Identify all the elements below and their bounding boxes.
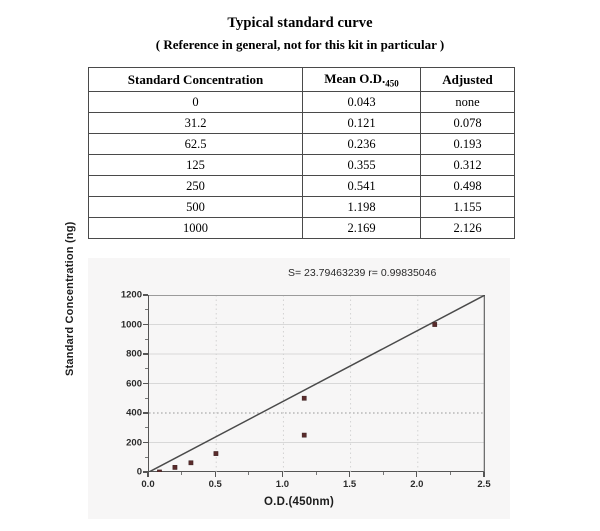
standard-curve-table-container <box>88 67 511 239</box>
column-header-mean-od <box>303 68 421 92</box>
cell-mean-od: 2.169 <box>303 218 421 239</box>
chart-data-point <box>214 451 218 455</box>
chart-y-tick-label: 400 <box>126 407 142 419</box>
cell-mean-od: 0.121 <box>303 113 421 134</box>
chart-plot-area <box>148 295 484 472</box>
table-header-row <box>89 68 515 92</box>
cell-mean-od: 0.355 <box>303 155 421 176</box>
cell-adjusted: 0.312 <box>421 155 515 176</box>
chart-y-tick-minor <box>145 427 148 428</box>
chart-x-tick-label: 1.5 <box>342 479 357 490</box>
chart-y-tick-label: 200 <box>126 437 142 448</box>
chart-data-point <box>302 396 306 400</box>
table-header <box>89 68 515 92</box>
cell-mean-od: 0.236 <box>303 134 421 155</box>
chart-x-tick-label: 2.5 <box>477 479 491 490</box>
chart-x-tick-mark <box>416 472 417 477</box>
chart-y-tick-label: 800 <box>126 348 142 360</box>
chart-y-tick-label: 1000 <box>120 319 142 330</box>
chart-y-axis-title: Standard Concentration (ng) <box>64 221 76 376</box>
chart-x-tick-minor <box>248 472 249 475</box>
chart-x-tick-minor <box>181 472 182 475</box>
chart-y-tick-label: 600 <box>126 378 142 389</box>
column-header-concentration: Standard Concentration <box>89 68 303 92</box>
cell-mean-od: 0.541 <box>303 176 421 197</box>
chart-x-tick-minor <box>383 472 384 475</box>
chart-y-tick-label: 1200 <box>120 289 142 301</box>
table-row <box>89 134 515 155</box>
cell-adjusted: 0.078 <box>421 113 515 134</box>
chart-x-tick-mark <box>483 472 484 477</box>
chart-x-tick-mark <box>147 472 148 477</box>
cell-concentration: 500 <box>89 197 303 218</box>
chart-data-point <box>173 465 177 469</box>
chart-x-tick-minor <box>316 472 317 475</box>
cell-concentration: 1000 <box>89 218 303 239</box>
chart-y-tick-mark <box>143 383 148 384</box>
cell-adjusted: 0.498 <box>421 176 515 197</box>
title-block <box>0 14 600 54</box>
chart-x-axis-title: O.D.(450nm) <box>264 496 334 508</box>
chart-y-tick-minor <box>145 398 148 399</box>
cell-adjusted: 2.126 <box>421 218 515 239</box>
table-row <box>89 92 515 113</box>
table-row <box>89 176 515 197</box>
column-header-adjusted: Adjusted <box>421 68 515 92</box>
table-row <box>89 155 515 176</box>
chart-y-tick-minor <box>145 309 148 310</box>
table-row <box>89 197 515 218</box>
chart-plot-svg <box>149 295 485 472</box>
chart-y-tick-mark <box>143 353 148 354</box>
column-header-mean-od-subscript: 450 <box>385 78 399 89</box>
cell-adjusted: none <box>421 92 515 113</box>
chart-x-tick-label: 0.5 <box>208 479 222 490</box>
chart-x-tick-label: 0.0 <box>141 479 155 490</box>
column-header-mean-od-text: Mean O.D. <box>324 70 386 86</box>
cell-adjusted: 0.193 <box>421 134 515 155</box>
chart-x-tick-label: 1.0 <box>275 479 289 490</box>
cell-concentration: 250 <box>89 176 303 197</box>
chart-y-tick-mark <box>143 324 148 325</box>
chart-y-tick-minor <box>145 339 148 340</box>
chart-y-tick-mark <box>143 412 148 413</box>
chart-x-tick-mark <box>215 472 216 477</box>
standard-curve-table <box>88 67 515 239</box>
cell-mean-od: 1.198 <box>303 197 421 218</box>
chart-data-point <box>189 461 193 465</box>
chart-y-tick-mark <box>143 442 148 443</box>
table-row <box>89 218 515 239</box>
page-title: Typical standard curve <box>227 15 373 31</box>
chart-data-point <box>157 470 161 472</box>
chart-y-tick-minor <box>145 457 148 458</box>
cell-concentration: 0 <box>89 92 303 113</box>
table-body <box>89 92 515 239</box>
chart-y-tick-minor <box>145 368 148 369</box>
cell-mean-od: 0.043 <box>303 92 421 113</box>
cell-concentration: 31.2 <box>89 113 303 134</box>
cell-concentration: 62.5 <box>89 134 303 155</box>
chart-data-point <box>302 433 306 437</box>
chart-y-tick-label: 0 <box>136 466 142 478</box>
chart-x-tick-minor <box>450 472 451 475</box>
chart-x-tick-label: 2.0 <box>410 479 424 490</box>
cell-adjusted: 1.155 <box>421 197 515 218</box>
chart-x-tick-mark <box>349 472 350 477</box>
cell-concentration: 125 <box>89 155 303 176</box>
chart-x-tick-mark <box>282 472 283 477</box>
chart-y-tick-mark <box>143 294 148 295</box>
table-row <box>89 113 515 134</box>
chart-data-point <box>433 322 437 326</box>
page-subtitle: ( Reference in general, not for this kit in particular ) <box>155 37 445 52</box>
chart-stats-annotation: S= 23.79463239 r= 0.99835046 <box>288 267 437 279</box>
